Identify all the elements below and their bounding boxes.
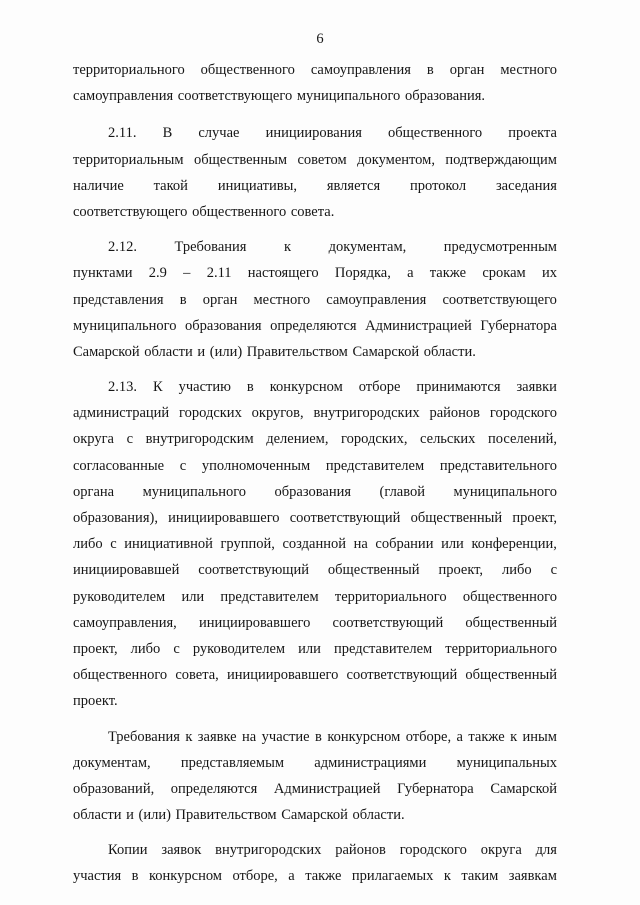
paragraph-continuation: [73, 57, 557, 109]
text-line: администраций городских округов, внутригородских районов городского: [73, 405, 557, 422]
document-body: [73, 57, 557, 899]
paragraph-2-12: [73, 234, 557, 365]
text-line: проект, либо с руководителем или представителем территориального: [73, 640, 557, 657]
text-line: наличие такой инициативы, является протокол заседания: [73, 177, 557, 194]
text-line: согласованные с уполномоченным представителем представительного: [73, 457, 557, 474]
paragraph-2-11: [73, 120, 557, 225]
text-line: 2.13. К участию в конкурсном отборе принимаются заявки: [108, 379, 557, 396]
text-line: органа муниципального образования (главой муниципального: [73, 483, 557, 500]
text-line: образований, определяются Администрацией Губернатора Самарской: [73, 780, 557, 797]
text-line: соответствующего общественного совета.: [73, 203, 335, 220]
text-line: самоуправления, инициировавшего соответствующий общественный: [73, 614, 557, 631]
text-line: 2.11. В случае инициирования общественного проекта: [108, 125, 557, 142]
text-line: проект.: [73, 693, 118, 710]
text-line: округа с внутригородским делением, городских, сельских поселений,: [73, 431, 557, 448]
text-line: Копии заявок внутригородских районов городского округа для: [108, 842, 557, 859]
text-line: 2.12. Требования к документам, предусмотренным: [108, 239, 557, 256]
text-line: образования), инициировавшего соответствующий общественный проект,: [73, 510, 557, 526]
page-number: 6: [316, 31, 324, 47]
paragraph-requirements: [73, 724, 557, 829]
text-line: представления в орган местного самоуправления соответствующего: [73, 291, 557, 308]
text-line: общественного совета, инициировавшего соответствующий общественный: [73, 667, 557, 684]
text-line: территориального общественного самоуправления в орган местного: [73, 62, 557, 78]
text-line: либо с инициативной группой, созданной на собрании или конференции,: [73, 536, 557, 553]
text-line: участия в конкурсном отборе, а также прилагаемых к таким заявкам: [73, 868, 557, 885]
text-line: документам, представляемым администрациями муниципальных: [73, 754, 557, 771]
text-line: Требования к заявке на участие в конкурсном отборе, а также к иным: [108, 728, 557, 745]
text-line: самоуправления соответствующего муниципального образования.: [73, 88, 486, 105]
text-line: территориальным общественным советом документом, подтверждающим: [73, 151, 557, 168]
text-line: инициировавшей соответствующий общественный проект, либо с: [73, 562, 557, 579]
text-line: руководителем или представителем территориального общественного: [73, 588, 557, 605]
text-line: Самарской области и (или) Правительством Самарской области.: [73, 343, 476, 360]
text-line: пунктами 2.9 – 2.11 настоящего Порядка, а также срокам их: [73, 265, 557, 282]
paragraph-2-13: [73, 374, 557, 714]
text-line: муниципального образования определяются Администрацией Губернатора: [73, 317, 557, 334]
paragraph-copies: [73, 837, 557, 889]
text-line: области и (или) Правительством Самарской области.: [73, 807, 405, 824]
